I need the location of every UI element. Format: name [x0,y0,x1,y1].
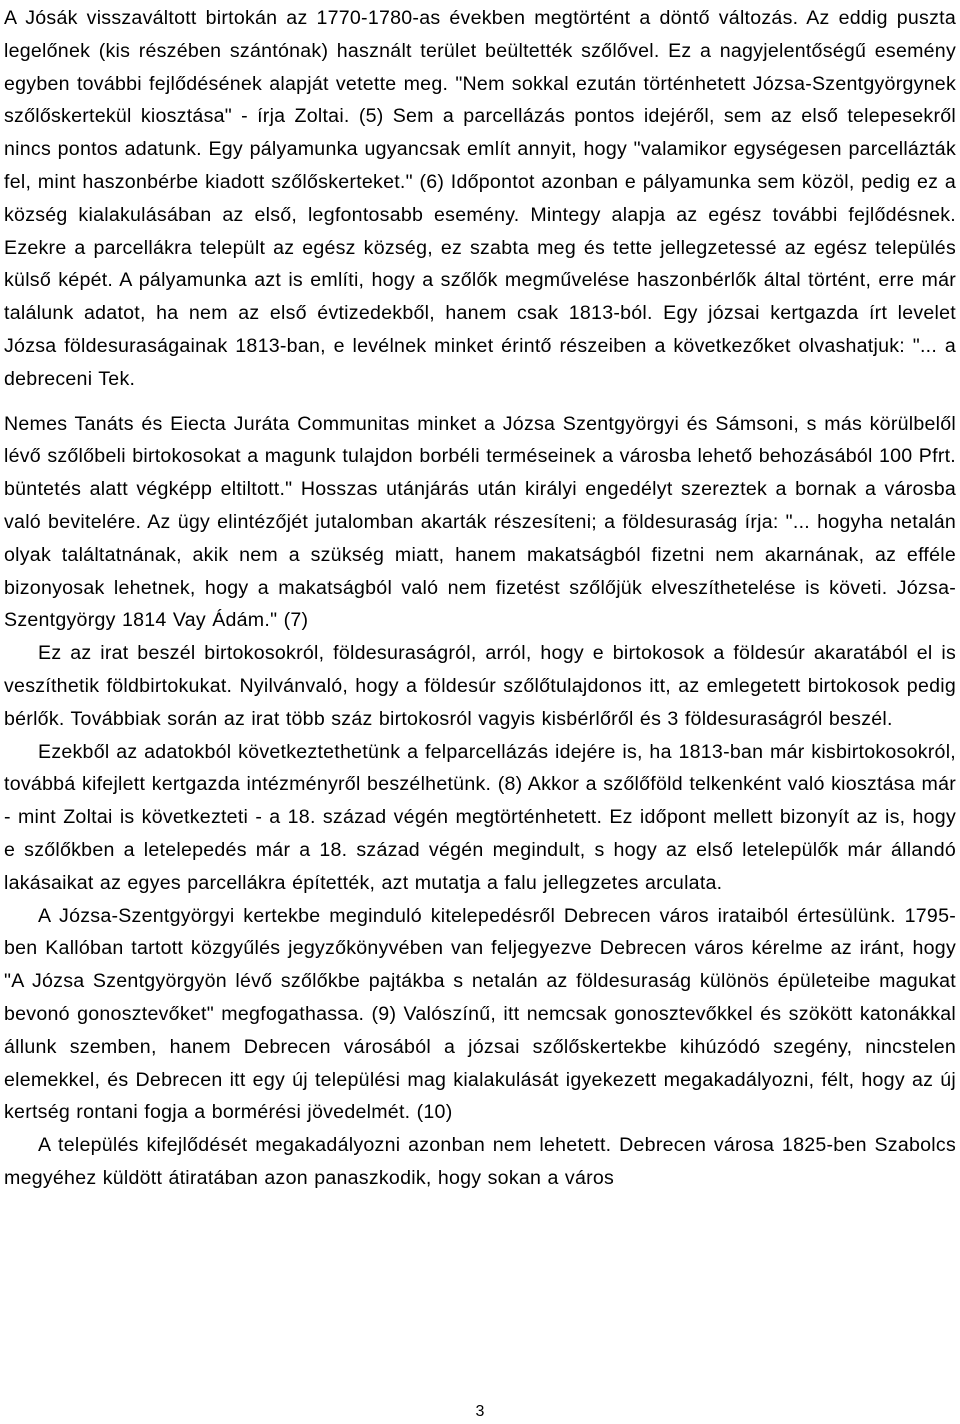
page-number: 3 [475,1403,485,1420]
paragraph-4: Ezekből az adatokból következtethetünk a felparcellázás idejére is, ha 1813-ban már kisbirtokosokról, továbbá kifejlett kertgazda intézményről beszélhetünk. (8) Akkor a szőlőföld telkenként való kiosztása már - mint Zoltai is következteti - a 18. század végén megtörténhetett. Ez időpont mellett bizonyít az is, hogy e szőlőkben a letelepedés már a 18. század végén megindult, s hogy az első letelepülők már állandó lakásaikat az egyes parcellákra építették, azt mutatja a falu jellegzetes arculata. [4,740,956,894]
paragraph-5: A Józsa-Szentgyörgyi kertekbe meginduló kitelepedésről Debrecen város irataiból értesülünk. 1795-ben Kallóban tartott közgyűlés jegyzőkönyvében van feljegyezve Debrecen város kérelme az iránt, hogy "A Józsa Szentgyörgyön lévő szőlőkbe pajtákba s netalán az földesuraság különös épületeibe magukat bevonó gonosztevőket" megfogathassa. (9) Valószínű, itt nemcsak gonosztevőkkel és szökött katonákkal állunk szemben, hanem Debrecen városából a józsai szőlőskertekbe kihúzódó szegény, nincstelen elemekkel, és Debrecen itt egy új települési mag kialakulását igyekezett megakadályozni, félt, hogy az új kertség rontani fogja a bormérési jövedelmét. (10) [4,904,956,1124]
paragraph-3: Ez az irat beszél birtokosokról, földesuraságról, arról, hogy e birtokosok a földesúr akaratából el is veszíthetik földbirtokukat. Nyilvánvaló, hogy a földesúr szőlőtulajdonos itt, az emlegetett birtokosok pedig bérlők. Továbbiak során az irat több száz birtokosról vagyis kisbérlőről és 3 földesuraságról beszél. [4,642,956,730]
paragraph-6: A település kifejlődését megakadályozni azonban nem lehetett. Debrecen városa 1825-ben Szabolcs megyéhez küldött átiratában azon panaszkodik, hogy sokan a város [4,1134,956,1189]
document-page [4,2,956,1195]
paragraph-1: A Jósák visszaváltott birtokán az 1770-1780-as években megtörtént a döntő változás. Az eddig puszta legelőnek (kis részében szántónak) használt terület beültették szőlővel. Ez a nagyjelentőségű esemény egyben további fejlődésének alapját vetette meg. "Nem sokkal ezután történhetett Józsa-Szentgyörgynek szőlőskertekül kiosztása" - írja Zoltai. (5) Sem a parcellázás pontos idejéről, sem az első telepesekről nincs pontos adatunk. Egy pályamunka ugyancsak említ annyit, hogy "valamikor egységesen parcellázták fel, mint haszonbérbe kiadott szőlőskerteket." (6) Időpontot azonban e pályamunka sem közöl, pedig ez a község kialakulásában az első, legfontosabb esemény. Mintegy alapja az egész további fejlődésnek. Ezekre a parcellákra települt az egész község, ez szabta meg és tette jellegzetessé az egész település külső képét. A pályamunka azt is említi, hogy a szőlők megművelése haszonbérlők által történt, erre már találunk adatot, ha nem az első évtizedekből, hanem csak 1813-ból. Egy józsai kertgazda írt levelet Józsa földesuraságainak 1813-ban, e levélnek minket érintő részeiben a következőket olvashatjuk: "... a debreceni Tek. [4,7,956,390]
paragraph-2: Nemes Tanáts és Eiecta Juráta Communitas minket a Józsa Szentgyörgyi és Sámsoni, s más körülbelől lévő szőlőbeli birtokosokat a magunk tulajdon borbéli terméseinek a városba lehető behozásából 100 Pfrt. büntetés alatt végképp eltiltott." Hosszas utánjárás után királyi engedélyt szereztek a bornak a városba való bevitelére. Az ügy elintézőjét jutalomban akarták részesíteni; a földesuraság írja: "... hogyha netalán olyak találtatnának, akik nem a szükség miatt, hanem makatságból fizetni nem akarnának, az efféle bizonyosak lehetnek, hogy a makatságból való nem fizetést szőlőjük elveszíthetelése is követi. Józsa-Szentgyörgy 1814 Vay Ádám." (7) [4,412,956,632]
